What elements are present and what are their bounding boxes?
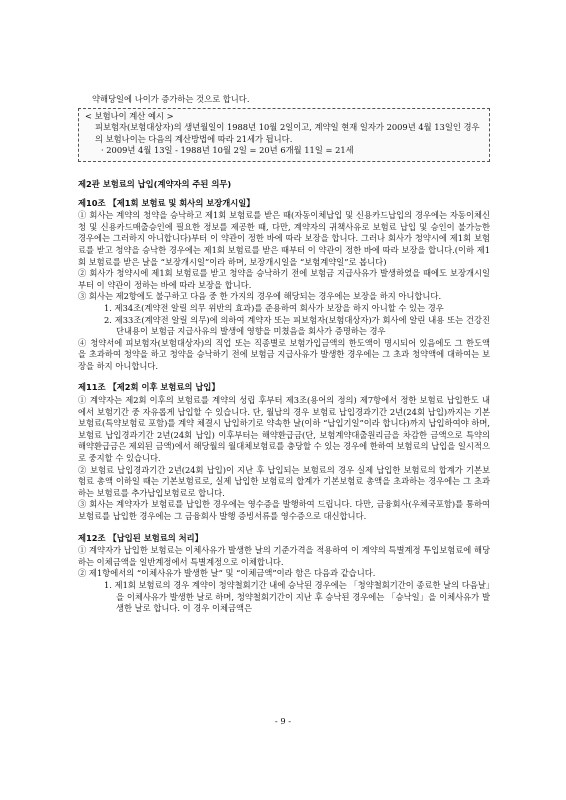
- article-paragraph: ④ 청약서에 피보험자(보험대상자)의 직업 또는 직종별로 보험가입금액의 한도액이 명시되어 있음에도 그 한도액을 초과하여 청약을 하고 청약을 승낙하기 전에 보험금 지급사유가 발생한 경우에는 그 초과 청약액에 대하여는 보장을 하지 아니합니다.: [78, 337, 490, 371]
- page-content: [78, 94, 490, 625]
- example-title: < 보험나이 계산 예시 >: [85, 110, 174, 121]
- article-paragraph: ③ 회사는 제2항에도 불구하고 다음 중 한 가지의 경우에 해당되는 경우에는 보장을 하지 아니합니다.: [78, 291, 442, 302]
- example-calc: · 2009년 4월 13일 - 1988년 10월 2일 = 20년 6개월 11일 = 21세: [101, 145, 354, 156]
- article-sub-item: 1. 제34조(계약전 알릴 의무 위반의 효과)를 준용하여 회사가 보장을 하지 아니할 수 있는 경우: [104, 302, 444, 313]
- article-title: [78, 533, 490, 545]
- article-paragraph: ① 계약자는 제2회 이후의 보험료를 계약의 성립 후부터 제3조(용어의 정의) 제7항에서 정한 보험료 납입한도 내에서 보험기간 중 자유롭게 납입할 수 있습니다. 단, 월납의 경우 보험료 납입경과기간 2년(24회 납입)까지는 기본보험료(특약보험료 포함)를 계약 체결시 납입하기로 약속한 날(이하 “납입기일”이라 합니다)까지 납입하여야 하며, 보험료 납입경과기간 2년(24회 납입) 이후부터는 해약환급금(단, 보험계약대출원리금을 차감한 금액으로 특약의 해약환급금은 제외된 금액)에서 해당월의 월대체보험료를 충당할 수 있는 경우에 한하여 보험료의 납입을 일시적으로 중지할 수 있습니다.: [78, 395, 490, 464]
- article-number: 제10조: [78, 197, 106, 208]
- article-title: [78, 198, 490, 210]
- intro-line: 약해당일에 나이가 증가하는 것으로 합니다.: [92, 94, 250, 104]
- article-paragraph: ② 보험료 납입경과기간 2년(24회 납입)이 지난 후 납입되는 보험료의 경우 실제 납입한 보험료의 합계가 기본보험료 총액 이하일 때는 기본보험료로, 실제 납입한 보험료의 합계가 기본보험료 총액을 초과하는 경우에는 그 초과하는 보험료를 추가납입보험료로 합니다.: [78, 464, 490, 498]
- article-paragraph: ② 회사가 청약시에 제1회 보험료를 받고 청약을 승낙하기 전에 보험금 지급사유가 발생하였을 때에도 보장개시일부터 이 약관이 정하는 바에 따라 보장을 합니다.: [78, 268, 490, 290]
- article-number: 제12조: [78, 532, 106, 543]
- articles-container: [78, 198, 490, 615]
- page-number: - 9 -: [274, 716, 292, 726]
- article-10: [78, 198, 490, 373]
- article-paragraph: ① 계약자가 납입한 보험료는 이체사유가 발생한 날의 기준가격을 적용하여 이 계약의 특별계정 투입보험료에 해당하는 이체금액을 일반계정에서 특별계정으로 이체합니다.: [78, 545, 490, 567]
- article-heading: 【납입된 보험료의 처리】: [108, 532, 203, 543]
- article-paragraph: ① 회사는 계약의 청약을 승낙하고 제1회 보험료를 받은 때(자동이체납입 및 신용카드납입의 경우에는 자동이체신청 및 신용카드매출승인에 필요한 정보를 제공한 때, 다만, 계약자의 귀책사유로 보험료 납입 및 승인이 불가능한 경우에는 그러하지 아니합니다)부터 이 약관이 정한 바에 따라 보장을 합니다. 그러나 회사가 청약시에 제1회 보험료를 받고 청약을 승낙한 경우에는 제1회 보험료를 받은 때부터 이 약관이 정한 바에 따라 보장을 합니다.(이하 제1회 보험료를 받은 날을 “보장개시일”이라 하며, 보장개시일을 “보험계약일”로 봅니다): [78, 210, 490, 267]
- article-heading: 【제1회 보험료 및 회사의 보장개시일】: [108, 197, 255, 208]
- article-11: [78, 382, 490, 522]
- article-title: [78, 382, 490, 394]
- example-text: 피보험자(보험대상자)의 생년월일이 1988년 10월 2일이고, 계약일 현재 일자가 2009년 4월 13일인 경우의 보험나이는 다음의 계산방법에 따라 21세가 됩니다.: [95, 122, 480, 144]
- article-paragraph: ③ 회사는 계약자가 보험료를 납입한 경우에는 영수증을 발행하여 드립니다. 다만, 금융회사(우체국포함)를 통하여 보험료를 납입한 경우에는 그 금융회사 발행 증빙서류를 영수증으로 대신합니다.: [78, 499, 490, 521]
- example-box: [78, 108, 490, 162]
- article-paragraph: ② 제1항에서의 “이체사유가 발생한 날” 및 “이체금액”이라 함은 다음과 같습니다.: [78, 568, 376, 579]
- article-heading: 【제2회 이후 보험료의 납입】: [108, 382, 220, 393]
- chapter-heading: 제2관 보험료의 납입(계약자의 주된 의무): [78, 178, 232, 189]
- article-sub-item: 1. 제1회 보험료의 경우 계약이 청약철회기간 내에 승낙된 경우에는 「청약철회기간이 종료한 날의 다음날」을 이체사유가 발생한 날로 하며, 청약철회기간이 지난 후 승낙된 경우에는 「승낙일」을 이체사유가 발생한 날로 합니다. 이 경우 이체금액은: [104, 579, 490, 614]
- article-sub-item: 2. 제33조(계약전 알릴 의무)에 의하여 계약자 또는 피보험자(보험대상자)가 회사에 알린 내용 또는 건강진단내용이 보험금 지급사유의 발생에 영향을 미쳤음을 회사가 증명하는 경우: [104, 314, 490, 337]
- article-number: 제11조: [78, 382, 106, 393]
- article-12: [78, 533, 490, 615]
